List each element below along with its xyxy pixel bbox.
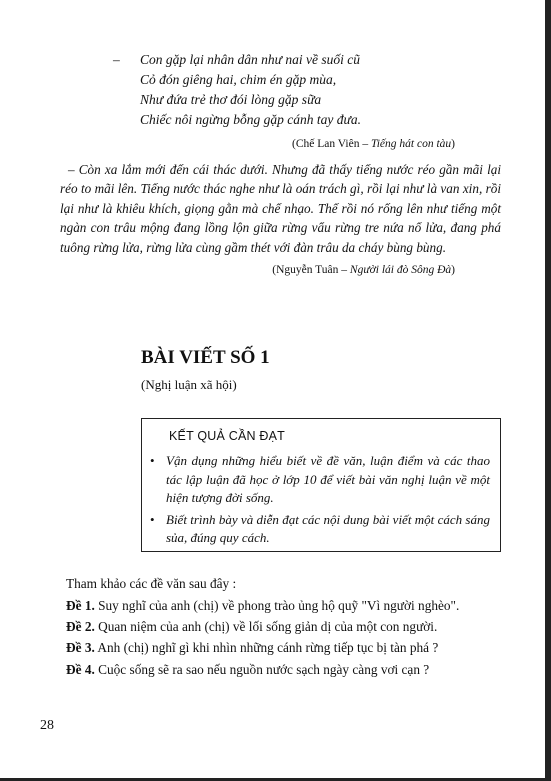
prose-citation bbox=[272, 264, 455, 276]
list-item bbox=[150, 511, 490, 548]
bullet-icon: • bbox=[150, 453, 155, 468]
poem-line-text: Như đứa trẻ thơ đói lòng gặp sữa bbox=[140, 92, 322, 107]
topic-label: Đề 1. bbox=[66, 598, 95, 613]
list-item bbox=[150, 452, 490, 508]
poem-line-text: Con gặp lại nhân dân như nai về suối cũ bbox=[140, 52, 360, 67]
section-subtitle: (Nghị luận xã hội) bbox=[141, 377, 237, 392]
bullet-icon: • bbox=[150, 511, 155, 527]
section-title: BÀI VIẾT SỐ 1 bbox=[141, 347, 270, 368]
poem-line-text: Chiếc nôi ngừng bỗng gặp cánh tay đưa. bbox=[140, 112, 361, 127]
prose-excerpt: – Còn xa lắm mới đến cái thác dưới. Nhưng đã thấy tiếng nước réo gần mãi lại réo to mãi lên. Tiếng nước thác nghe như là oán trách gì, rồi lại như là van xin, rồi lại như là khiêu khích, giọng gằn mà chế nhạo. Thế rồi nó rống lên như tiếng một ngàn con trâu mộng đang lồng lộn giữa rừng vẩu rừng tre nứa nổ lửa, đang phá tuông rừng lửa, rừng lửa cùng gầm thét với đàn trâu da cháy bùng bùng. bbox=[60, 162, 501, 255]
poem-line bbox=[113, 50, 361, 70]
poem-line bbox=[113, 70, 361, 90]
poem-excerpt bbox=[113, 50, 361, 130]
poem-citation bbox=[292, 138, 455, 150]
citation-work: Người lái đò Sông Đà bbox=[349, 264, 452, 276]
citation-author: Chế Lan Viên – bbox=[295, 138, 371, 150]
list-item-text: Biết trình bày và diễn đạt các nội dung bài viết một cách sáng sủa, đúng quy cách. bbox=[166, 511, 490, 545]
poem-dash: – bbox=[113, 52, 120, 67]
poem-line-text: Cỏ đón giêng hai, chim én gặp mùa, bbox=[140, 72, 337, 87]
learning-outcomes-list bbox=[150, 452, 490, 548]
essay-topic-1 bbox=[66, 598, 459, 614]
topics-intro: Tham khảo các đề văn sau đây : bbox=[66, 576, 237, 591]
essay-topic-2 bbox=[66, 619, 437, 635]
topic-text: Suy nghĩ của anh (chị) về phong trào ủng hộ quỹ "Vì người nghèo". bbox=[94, 598, 460, 613]
topic-label: Đề 4. bbox=[66, 662, 95, 677]
learning-outcomes-box bbox=[141, 418, 501, 552]
poem-line bbox=[113, 110, 361, 130]
citation-open: ( bbox=[272, 264, 277, 276]
citation-work: Tiếng hát con tàu bbox=[370, 138, 452, 150]
topic-text: Cuộc sống sẽ ra sao nếu nguồn nước sạch ngày càng vơi cạn ? bbox=[94, 662, 430, 677]
citation-author: Nguyễn Tuân – bbox=[276, 264, 350, 276]
essay-topic-4 bbox=[66, 662, 429, 678]
topic-label: Đề 3. bbox=[66, 640, 95, 655]
learning-outcomes-heading: KẾT QUẢ CẦN ĐẠT bbox=[169, 429, 285, 443]
topic-text: Quan niệm của anh (chị) về lối sống giản dị của một con người. bbox=[94, 619, 438, 634]
poem-line bbox=[113, 90, 361, 110]
topic-text: Anh (chị) nghĩ gì khi nhìn những cánh rừng tiếp tục bị tàn phá ? bbox=[94, 640, 439, 655]
list-item-text: Vận dụng những hiểu biết về đề văn, luận điểm và các thao tác lập luận đã học ở lớp 10 để viết bài văn nghị luận về một hiện tượng đời sống. bbox=[166, 453, 490, 505]
citation-open: ( bbox=[292, 138, 296, 150]
page-frame-right bbox=[545, 0, 551, 781]
citation-close: ) bbox=[451, 138, 455, 150]
citation-close: ) bbox=[451, 264, 455, 276]
essay-topic-3 bbox=[66, 640, 438, 656]
topic-label: Đề 2. bbox=[66, 619, 95, 634]
page-number: 28 bbox=[40, 718, 54, 733]
